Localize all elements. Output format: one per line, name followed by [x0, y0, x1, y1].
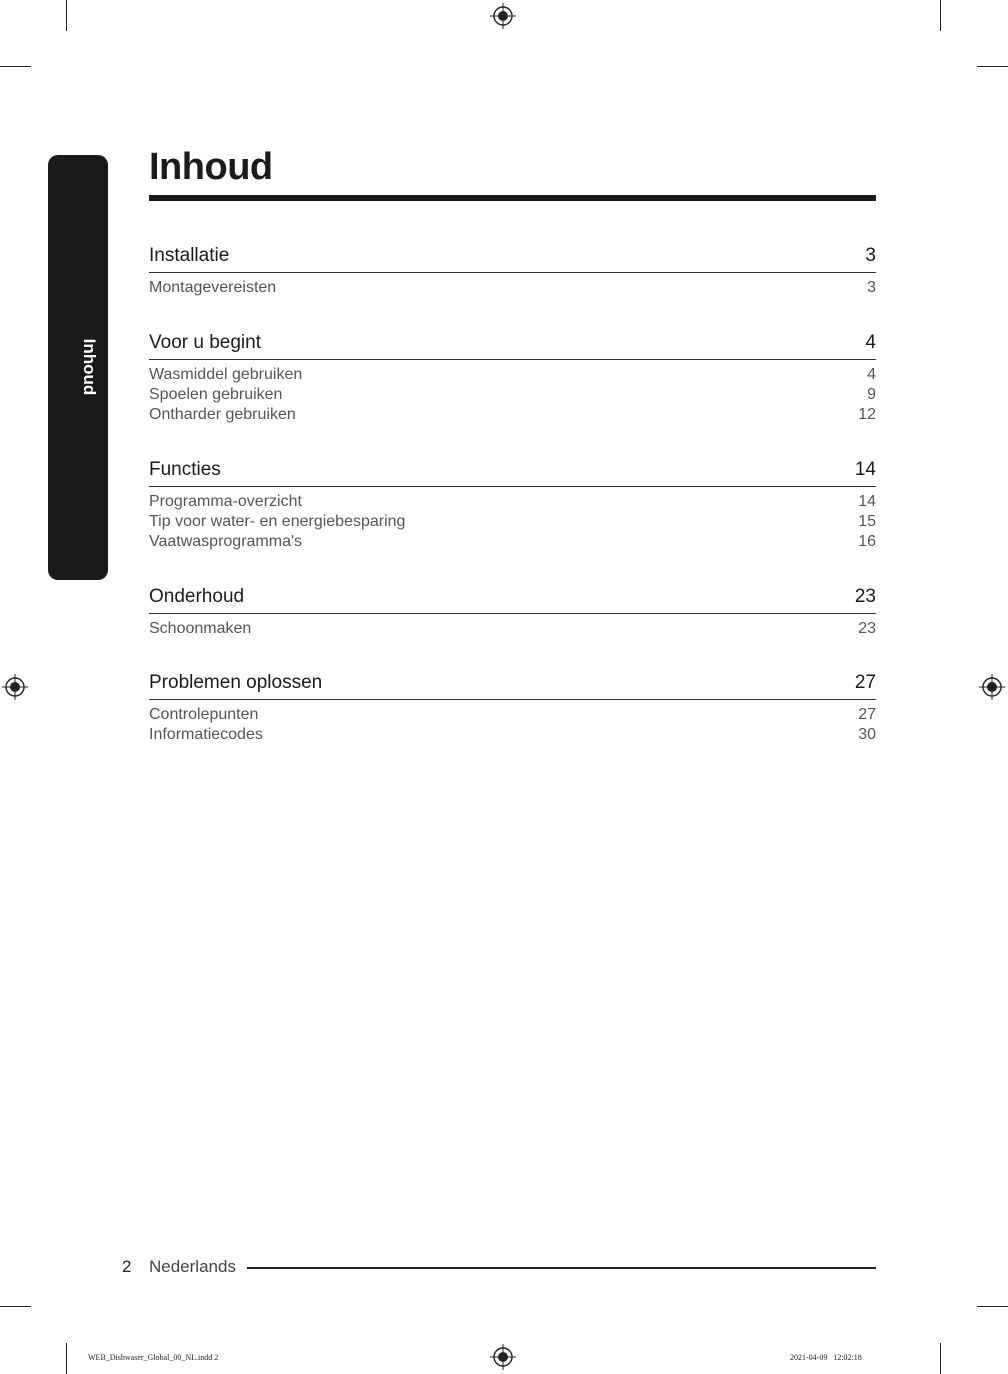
footer-language: Nederlands — [149, 1257, 236, 1276]
toc-item[interactable] — [149, 366, 876, 386]
toc-section — [149, 459, 876, 553]
toc-item[interactable] — [149, 513, 876, 533]
slug-file: WEB_Dishwaser_Global_00_NL.indd 2 — [88, 1353, 219, 1362]
toc-item-page: 30 — [858, 726, 876, 743]
side-tab-label: Inhoud — [80, 338, 99, 396]
slug-timestamp: 2021-04-09 12:02:18 — [790, 1353, 862, 1362]
crop-mark — [0, 1306, 31, 1307]
toc-item-page: 4 — [867, 366, 876, 383]
registration-mark-icon — [490, 3, 516, 29]
toc-item[interactable] — [149, 706, 876, 726]
toc-item-label: Schoonmaken — [149, 620, 252, 637]
toc-item-label: Programma-overzicht — [149, 493, 302, 510]
toc-item-label: Wasmiddel gebruiken — [149, 366, 303, 383]
section-heading[interactable] — [149, 672, 876, 700]
registration-mark-icon — [2, 674, 28, 700]
toc-item-label: Controlepunten — [149, 706, 259, 723]
section-heading[interactable] — [149, 245, 876, 273]
section-heading[interactable] — [149, 586, 876, 614]
toc-item-page: 3 — [867, 279, 876, 296]
title-rule — [149, 195, 876, 201]
toc-item[interactable] — [149, 493, 876, 513]
section-page: 23 — [854, 586, 876, 607]
toc-item-page: 23 — [858, 620, 876, 637]
toc-item-label: Spoelen gebruiken — [149, 386, 283, 403]
section-page: 3 — [865, 245, 876, 266]
crop-mark — [940, 0, 941, 31]
toc-item-page: 16 — [858, 533, 876, 550]
toc-item-label: Ontharder gebruiken — [149, 406, 296, 423]
section-title: Installatie — [149, 245, 230, 266]
toc-section — [149, 245, 876, 299]
crop-mark — [977, 1306, 1008, 1307]
toc-item[interactable] — [149, 279, 876, 299]
toc-section — [149, 586, 876, 640]
toc-item-page: 27 — [858, 706, 876, 723]
toc-item-label: Vaatwasprogramma's — [149, 533, 303, 550]
toc-item[interactable] — [149, 386, 876, 406]
crop-mark — [940, 1343, 941, 1374]
section-heading[interactable] — [149, 332, 876, 360]
section-title: Onderhoud — [149, 586, 245, 607]
toc-item-label: Informatiecodes — [149, 726, 263, 743]
toc-item[interactable] — [149, 406, 876, 426]
toc-item[interactable] — [149, 533, 876, 553]
registration-mark-icon — [490, 1344, 516, 1370]
crop-mark — [977, 66, 1008, 67]
page-title: Inhoud — [149, 146, 273, 188]
section-page: 27 — [854, 672, 876, 693]
section-title: Functies — [149, 459, 221, 480]
registration-mark-icon — [979, 674, 1005, 700]
section-title: Voor u begint — [149, 332, 261, 353]
crop-mark — [66, 1343, 67, 1374]
toc-item[interactable] — [149, 620, 876, 640]
section-page: 14 — [854, 459, 876, 480]
toc-item-page: 15 — [858, 513, 876, 530]
crop-mark — [66, 0, 67, 31]
toc-section — [149, 332, 876, 426]
crop-mark — [0, 66, 31, 67]
footer-page-number: 2 — [122, 1257, 132, 1276]
footer-rule — [247, 1267, 876, 1269]
toc-item-page: 12 — [858, 406, 876, 423]
toc-item-label: Montagevereisten — [149, 279, 277, 296]
toc-item-page: 9 — [867, 386, 876, 403]
toc-item-page: 14 — [858, 493, 876, 510]
toc-section — [149, 672, 876, 746]
section-heading[interactable] — [149, 459, 876, 487]
side-tab — [48, 155, 108, 580]
toc-item-label: Tip voor water- en energiebesparing — [149, 513, 406, 530]
toc-item[interactable] — [149, 726, 876, 746]
section-page: 4 — [865, 332, 876, 353]
section-title: Problemen oplossen — [149, 672, 323, 693]
